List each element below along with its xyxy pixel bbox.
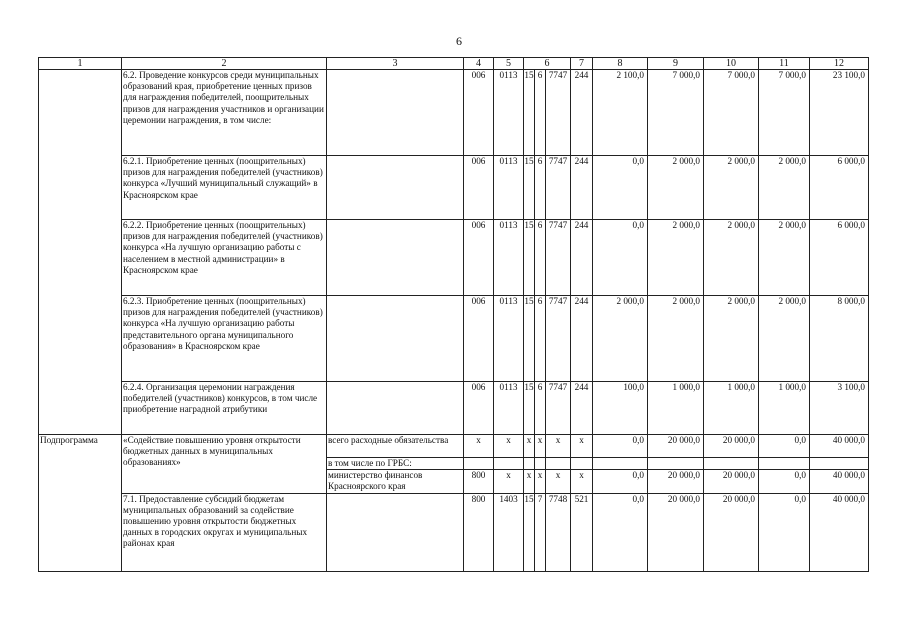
grbs-code: х xyxy=(464,435,494,458)
amount xyxy=(593,458,648,470)
item-name: 6.2.2. Приобретение ценных (поощрительных) призов для награждения победителей (участников) конкурса «На лучшую организацию работы с населением в местной администрации» в Красноярском крае xyxy=(122,220,327,296)
column-header: 12 xyxy=(810,58,869,70)
target-code xyxy=(535,458,546,470)
expense-category: министерство финансов Красноярского края xyxy=(327,470,464,493)
item-name: 6.2. Проведение конкурсов среди муниципальных образований края, приобретение ценных призов для награждения победителей, поощрительных призов для награждения участников и организации церемонии награждения, в том числе: xyxy=(122,70,327,156)
amount: 7 000,0 xyxy=(648,70,704,156)
target-code: 6 xyxy=(535,220,546,296)
target-code: 7747 xyxy=(546,220,571,296)
target-code: 6 xyxy=(535,296,546,382)
expense-type-code: 244 xyxy=(571,70,593,156)
amount-total: 23 100,0 xyxy=(810,70,869,156)
target-code: 15 xyxy=(524,220,535,296)
amount: 0,0 xyxy=(593,493,648,571)
amount xyxy=(648,458,704,470)
amount: 0,0 xyxy=(593,470,648,493)
amount-total: 6 000,0 xyxy=(810,220,869,296)
expense-type-code: х xyxy=(571,470,593,493)
item-grbs xyxy=(327,493,464,571)
item-grbs xyxy=(327,382,464,435)
section-code: 0113 xyxy=(494,296,524,382)
amount: 20 000,0 xyxy=(704,493,759,571)
group-cell xyxy=(39,70,122,435)
section-code xyxy=(494,458,524,470)
column-header: 1 xyxy=(39,58,122,70)
amount: 2 000,0 xyxy=(704,156,759,220)
grbs-code: 006 xyxy=(464,156,494,220)
amount: 0,0 xyxy=(759,470,810,493)
grbs-code: 006 xyxy=(464,70,494,156)
target-code: 7747 xyxy=(546,382,571,435)
target-code: 6 xyxy=(535,156,546,220)
subprogram-title: «Содействие повышению уровня открытости бюджетных данных в муниципальных образованиях» xyxy=(122,435,327,494)
amount: 100,0 xyxy=(593,382,648,435)
amount-total: 8 000,0 xyxy=(810,296,869,382)
grbs-code: 800 xyxy=(464,493,494,571)
section-code: 0113 xyxy=(494,382,524,435)
table-row xyxy=(39,382,869,435)
column-header: 4 xyxy=(464,58,494,70)
item-name: 6.2.1. Приобретение ценных (поощрительных) призов для награждения победителей (участников) конкурса «Лучший муниципальный служащий» в Красноярском крае xyxy=(122,156,327,220)
target-code: 15 xyxy=(524,156,535,220)
grbs-code: 006 xyxy=(464,220,494,296)
target-code: 15 xyxy=(524,70,535,156)
column-header: 8 xyxy=(593,58,648,70)
amount: 7 000,0 xyxy=(759,70,810,156)
grbs-code xyxy=(464,458,494,470)
grbs-code: 800 xyxy=(464,470,494,493)
target-code: 7 xyxy=(535,493,546,571)
target-code: 15 xyxy=(524,493,535,571)
expense-type-code: 244 xyxy=(571,156,593,220)
amount-total: 3 100,0 xyxy=(810,382,869,435)
expense-type-code: 521 xyxy=(571,493,593,571)
item-grbs xyxy=(327,296,464,382)
amount: 2 100,0 xyxy=(593,70,648,156)
item-grbs xyxy=(327,156,464,220)
target-code: 6 xyxy=(535,70,546,156)
table-row xyxy=(39,220,869,296)
target-code: х xyxy=(524,435,535,458)
column-header: 10 xyxy=(704,58,759,70)
column-header: 3 xyxy=(327,58,464,70)
amount: 2 000,0 xyxy=(648,156,704,220)
amount-total: 40 000,0 xyxy=(810,470,869,493)
target-code: 7747 xyxy=(546,70,571,156)
column-header: 11 xyxy=(759,58,810,70)
expense-type-code: 244 xyxy=(571,382,593,435)
amount-total: 40 000,0 xyxy=(810,435,869,458)
expense-type-code: 244 xyxy=(571,296,593,382)
table-row xyxy=(39,156,869,220)
target-code: х xyxy=(535,435,546,458)
amount: 2 000,0 xyxy=(759,220,810,296)
table-row xyxy=(39,493,869,571)
column-header: 7 xyxy=(571,58,593,70)
amount: 0,0 xyxy=(593,220,648,296)
section-code: 1403 xyxy=(494,493,524,571)
amount: 20 000,0 xyxy=(704,435,759,458)
section-code: х xyxy=(494,435,524,458)
amount: 1 000,0 xyxy=(759,382,810,435)
target-code: х xyxy=(546,435,571,458)
subprogram-total-row xyxy=(39,435,869,458)
section-code: х xyxy=(494,470,524,493)
amount-total: 40 000,0 xyxy=(810,493,869,571)
item-name: 7.1. Предоставление субсидий бюджетам муниципальных образований за содействие повышению уровня открытости бюджетных данных в городских округах и муниципальных районах края xyxy=(122,493,327,571)
section-code: 0113 xyxy=(494,156,524,220)
amount xyxy=(704,458,759,470)
column-header: 9 xyxy=(648,58,704,70)
amount: 2 000,0 xyxy=(593,296,648,382)
section-code: 0113 xyxy=(494,220,524,296)
item-name: 6.2.3. Приобретение ценных (поощрительных) призов для награждения победителей (участников) конкурса «На лучшую организацию работы представительного органа муниципального образования» в Красноярском крае xyxy=(122,296,327,382)
amount: 20 000,0 xyxy=(648,470,704,493)
target-code: х xyxy=(535,470,546,493)
column-header: 6 xyxy=(524,58,571,70)
amount: 2 000,0 xyxy=(759,156,810,220)
subprogram-label: Подпрограмма xyxy=(39,435,122,572)
page-number: 6 xyxy=(456,34,462,48)
column-header-row xyxy=(39,58,869,70)
target-code: 7748 xyxy=(546,493,571,571)
target-code: х xyxy=(524,470,535,493)
amount: 0,0 xyxy=(759,493,810,571)
amount: 0,0 xyxy=(593,156,648,220)
target-code: х xyxy=(546,470,571,493)
column-header: 5 xyxy=(494,58,524,70)
amount: 7 000,0 xyxy=(704,70,759,156)
target-code xyxy=(546,458,571,470)
expense-type-code: 244 xyxy=(571,220,593,296)
amount xyxy=(759,458,810,470)
amount: 2 000,0 xyxy=(648,220,704,296)
amount: 1 000,0 xyxy=(648,382,704,435)
amount: 20 000,0 xyxy=(704,470,759,493)
section-code: 0113 xyxy=(494,70,524,156)
grbs-code: 006 xyxy=(464,382,494,435)
column-header: 2 xyxy=(122,58,327,70)
amount: 20 000,0 xyxy=(648,435,704,458)
target-code: 6 xyxy=(535,382,546,435)
expense-type-code: х xyxy=(571,435,593,458)
amount: 2 000,0 xyxy=(704,296,759,382)
target-code: 15 xyxy=(524,382,535,435)
amount: 0,0 xyxy=(593,435,648,458)
target-code: 15 xyxy=(524,296,535,382)
target-code: 7747 xyxy=(546,156,571,220)
grbs-code: 006 xyxy=(464,296,494,382)
table-row xyxy=(39,70,869,156)
amount: 0,0 xyxy=(759,435,810,458)
amount: 20 000,0 xyxy=(648,493,704,571)
item-name: 6.2.4. Организация церемонии награждения победителей (участников) конкурсов, в том числе приобретение наградной атрибутики xyxy=(122,382,327,435)
target-code xyxy=(524,458,535,470)
amount: 2 000,0 xyxy=(648,296,704,382)
expense-category: в том числе по ГРБС: xyxy=(327,458,464,470)
amount: 1 000,0 xyxy=(704,382,759,435)
item-grbs xyxy=(327,220,464,296)
target-code: 7747 xyxy=(546,296,571,382)
table-row xyxy=(39,296,869,382)
item-grbs xyxy=(327,70,464,156)
amount: 2 000,0 xyxy=(759,296,810,382)
amount-total xyxy=(810,458,869,470)
expense-category: всего расходные обязательства xyxy=(327,435,464,458)
amount-total: 6 000,0 xyxy=(810,156,869,220)
expense-type-code xyxy=(571,458,593,470)
amount: 2 000,0 xyxy=(704,220,759,296)
budget-table xyxy=(38,57,869,572)
